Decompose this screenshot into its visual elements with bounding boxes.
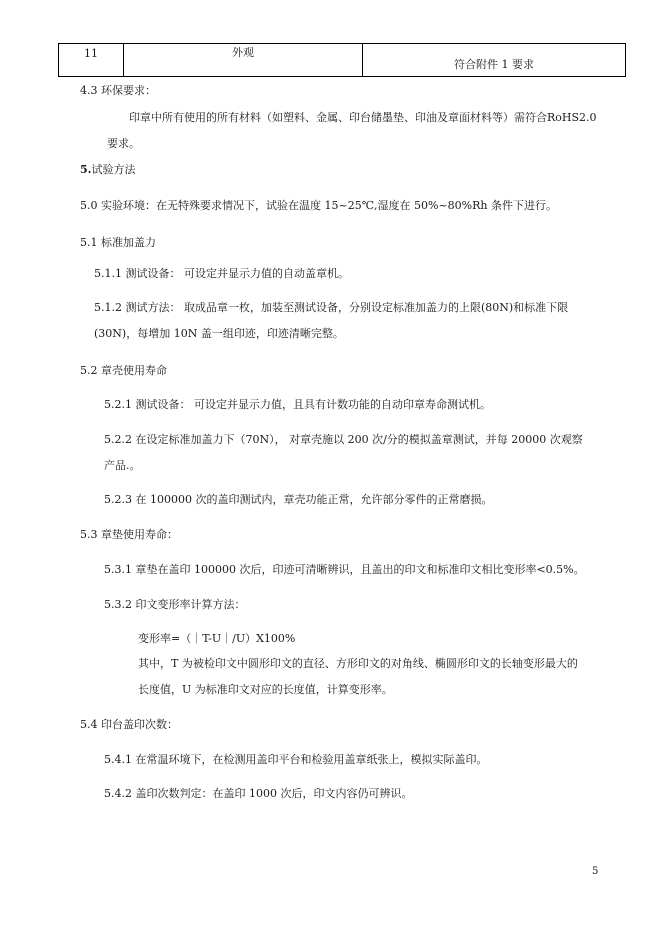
section-5-3-2: 5.3.2 印文变形率计算方法： xyxy=(104,598,246,611)
section-5-1-2: 5.1.2 测试方法： 取成品章一枚，加装至测试设备，分别设定标准加盖力的上限(80N)和标准下限 xyxy=(94,301,569,314)
section-5-3-1: 5.3.1 章垫在盖印 100000 次后，印迹可清晰辨识，且盖出的印文和标准印文相比变形率<0.5%。 xyxy=(104,563,585,576)
table-row xyxy=(59,44,626,77)
section-5-2-2: 5.2.2 在设定标准加盖力下（70N）， 对章壳施以 200 次/分的模拟盖章测试，并每 20000 次观察 xyxy=(104,433,583,446)
section-5-1-1: 5.1.1 测试设备： 可设定并显示力值的自动盖章机。 xyxy=(94,267,349,280)
deformation-formula: 变形率=（｜T-U｜/U）X100% xyxy=(138,632,296,645)
section-5-0: 5.0 实验环境：在无特殊要求情况下，试验在温度 15~25℃,湿度在 50%~80%Rh 条件下进行。 xyxy=(80,199,557,212)
section-4-3-body: 印章中所有使用的所有材料（如塑料、金属、印台储墨垫、印油及章面材料等）需符合RoHS2.0 xyxy=(129,111,597,124)
section-5-number: 5. xyxy=(80,163,92,176)
section-5-2-2-cont: 产品.。 xyxy=(104,459,141,472)
section-5-4-1: 5.4.1 在常温环境下，在检测用盖印平台和检验用盖章纸张上，模拟实际盖印。 xyxy=(104,753,488,766)
row-requirement: 符合附件 1 要求 xyxy=(363,44,626,77)
spec-table xyxy=(58,43,626,77)
section-5-3: 5.3 章垫使用寿命： xyxy=(80,528,178,541)
section-5-1-2-cont: (30N)，每增加 10N 盖一组印迹，印迹清晰完整。 xyxy=(94,327,344,340)
section-5-4: 5.4 印台盖印次数： xyxy=(80,718,178,731)
section-5-1: 5.1 标准加盖力 xyxy=(80,236,156,249)
section-5-2-1: 5.2.1 测试设备： 可设定并显示力值，且具有计数功能的自动印章寿命测试机。 xyxy=(104,398,491,411)
page-number: 5 xyxy=(592,866,599,877)
row-number: 11 xyxy=(59,44,124,77)
row-item: 外观 xyxy=(124,44,363,77)
section-5-heading xyxy=(80,163,135,177)
section-5-title: 试验方法 xyxy=(91,163,136,176)
section-5-2-3: 5.2.3 在 100000 次的盖印测试内，章壳功能正常，允许部分零件的正常磨损。 xyxy=(104,493,493,506)
formula-note: 其中，T 为被检印文中圆形印文的直径、方形印文的对角线、椭圆形印文的长轴变形最大的 xyxy=(138,657,578,670)
formula-note-cont: 长度值，U 为标准印文对应的长度值，计算变形率。 xyxy=(138,683,393,696)
section-4-3-title: 4.3 环保要求： xyxy=(80,84,156,97)
section-5-4-2: 5.4.2 盖印次数判定：在盖印 1000 次后，印文内容仍可辨识。 xyxy=(104,787,413,800)
section-4-3-body-cont: 要求。 xyxy=(107,137,140,150)
section-5-2: 5.2 章壳使用寿命 xyxy=(80,364,167,377)
